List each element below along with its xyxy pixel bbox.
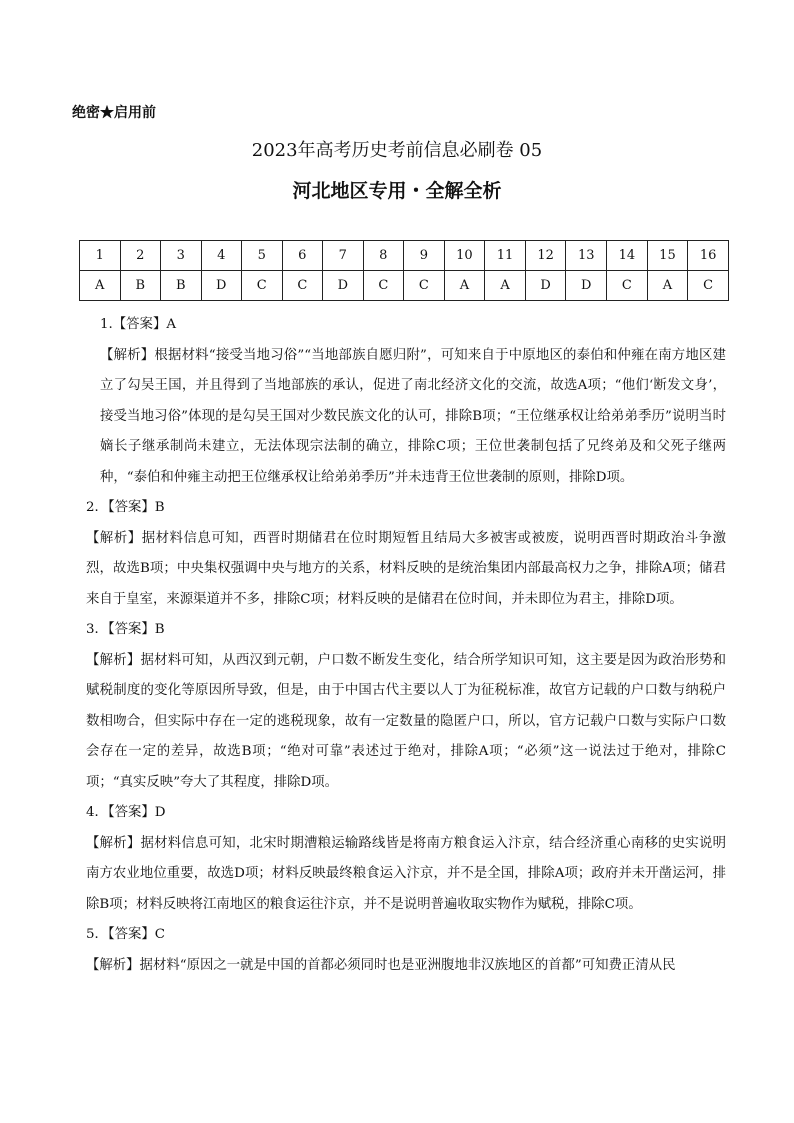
question-number: 8 xyxy=(363,241,404,271)
answer-letter: A xyxy=(485,271,526,301)
question-number: 10 xyxy=(444,241,485,271)
answer-item-5 xyxy=(86,920,726,981)
question-number: 5 xyxy=(242,241,283,271)
answer-letter: D xyxy=(566,271,607,301)
answer-letter: A xyxy=(80,271,121,301)
question-number: 14 xyxy=(607,241,648,271)
question-number: 6 xyxy=(282,241,323,271)
answer-letter: C xyxy=(404,271,445,301)
question-number: 15 xyxy=(647,241,688,271)
answer-letter: A xyxy=(647,271,688,301)
answer-letter: D xyxy=(323,271,364,301)
answer-table xyxy=(79,240,729,301)
answer-letter: B xyxy=(120,271,161,301)
answer-letter: C xyxy=(363,271,404,301)
answer-heading: 4．【答案】D xyxy=(86,805,166,820)
question-number: 9 xyxy=(404,241,445,271)
answer-explanation: 【解析】据材料可知，从西汉到元朝，户口数不断发生变化，结合所学知识可知，这主要是因为政治形势和赋税制度的变化等原因所导致，但是，由于中国古代主要以人丁为征税标准，故官方记载的户口数与纳税户数相吻合，但实际中存在一定的逃税现象，故有一定数量的隐匿户口，所以，官方记载户口数与实际户口数会存在一定的差异，故选B项；“绝对可靠”表述过于绝对，排除A项；“必须”这一说法过于绝对，排除C项；“真实反映”夸大了其程度，排除D项。 xyxy=(86,652,726,790)
answer-letter: D xyxy=(201,271,242,301)
answer-letter: C xyxy=(242,271,283,301)
question-number: 2 xyxy=(120,241,161,271)
answer-heading: 5．【答案】C xyxy=(86,927,166,942)
question-number: 7 xyxy=(323,241,364,271)
question-number: 1 xyxy=(80,241,121,271)
page-subtitle: 河北地区专用・全解全析 xyxy=(292,180,502,202)
answer-letter: C xyxy=(607,271,648,301)
answer-item-4 xyxy=(86,798,726,920)
answer-heading: 3．【答案】B xyxy=(86,622,165,637)
answer-item-1 xyxy=(86,310,726,493)
confidential-label: 绝密★启用前 xyxy=(72,105,156,121)
explanations xyxy=(86,310,726,981)
answer-table-answer-row xyxy=(80,271,729,301)
question-number: 13 xyxy=(566,241,607,271)
question-number: 4 xyxy=(201,241,242,271)
question-number: 3 xyxy=(161,241,202,271)
answer-item-3 xyxy=(86,615,726,798)
question-number: 16 xyxy=(688,241,729,271)
question-number: 11 xyxy=(485,241,526,271)
answer-table-number-row xyxy=(80,241,729,271)
answer-explanation: 【解析】据材料“原因之一就是中国的首都必须同时也是亚洲腹地非汉族地区的首都”可知费正清从民 xyxy=(86,957,676,973)
page-title: 2023年高考历史考前信息必刷卷 05 xyxy=(251,140,543,161)
answer-explanation: 【解析】根据材料“接受当地习俗”“当地部族自愿归附”，可知来自于中原地区的泰伯和仲雍在南方地区建立了勾吴王国，并且得到了当地部族的承认，促进了南北经济文化的交流，故选A项；“他们‘断发文身’，接受当地习俗”体现的是勾吴王国对少数民族文化的认可，排除B项；“王位继承权让给弟弟季历”说明当时嫡长子继承制尚未建立，无法体现宗法制的确立，排除C项；王位世袭制包括了兄终弟及和父死子继两种，“泰伯和仲雍主动把王位继承权让给弟弟季历”并未违背王位世袭制的原则，排除D项。 xyxy=(100,347,726,485)
answer-explanation: 【解析】据材料信息可知，西晋时期储君在位时期短暂且结局大多被害或被废，说明西晋时期政治斗争激烈，故选B项；中央集权强调中央与地方的关系，材料反映的是统治集团内部最高权力之争，排除A项；储君来自于皇室，来源渠道并不多，排除C项；材料反映的是储君在位时间，并未即位为君主，排除D项。 xyxy=(86,530,726,607)
answer-heading: 1.【答案】A xyxy=(100,317,177,332)
question-number: 12 xyxy=(525,241,566,271)
answer-letter: B xyxy=(161,271,202,301)
answer-explanation: 【解析】据材料信息可知，北宋时期漕粮运输路线皆是将南方粮食运入汴京，结合经济重心南移的史实说明南方农业地位重要，故选D项；材料反映最终粮食运入汴京，并不是全国，排除A项；政府并未开凿运河，排除B项；材料反映将江南地区的粮食运往汴京，并不是说明普遍收取实物作为赋税，排除C项。 xyxy=(86,835,726,912)
answer-item-2 xyxy=(86,493,726,615)
answer-letter: C xyxy=(688,271,729,301)
answer-letter: D xyxy=(525,271,566,301)
answer-letter: A xyxy=(444,271,485,301)
answer-heading: 2．【答案】B xyxy=(86,500,165,515)
answer-letter: C xyxy=(282,271,323,301)
